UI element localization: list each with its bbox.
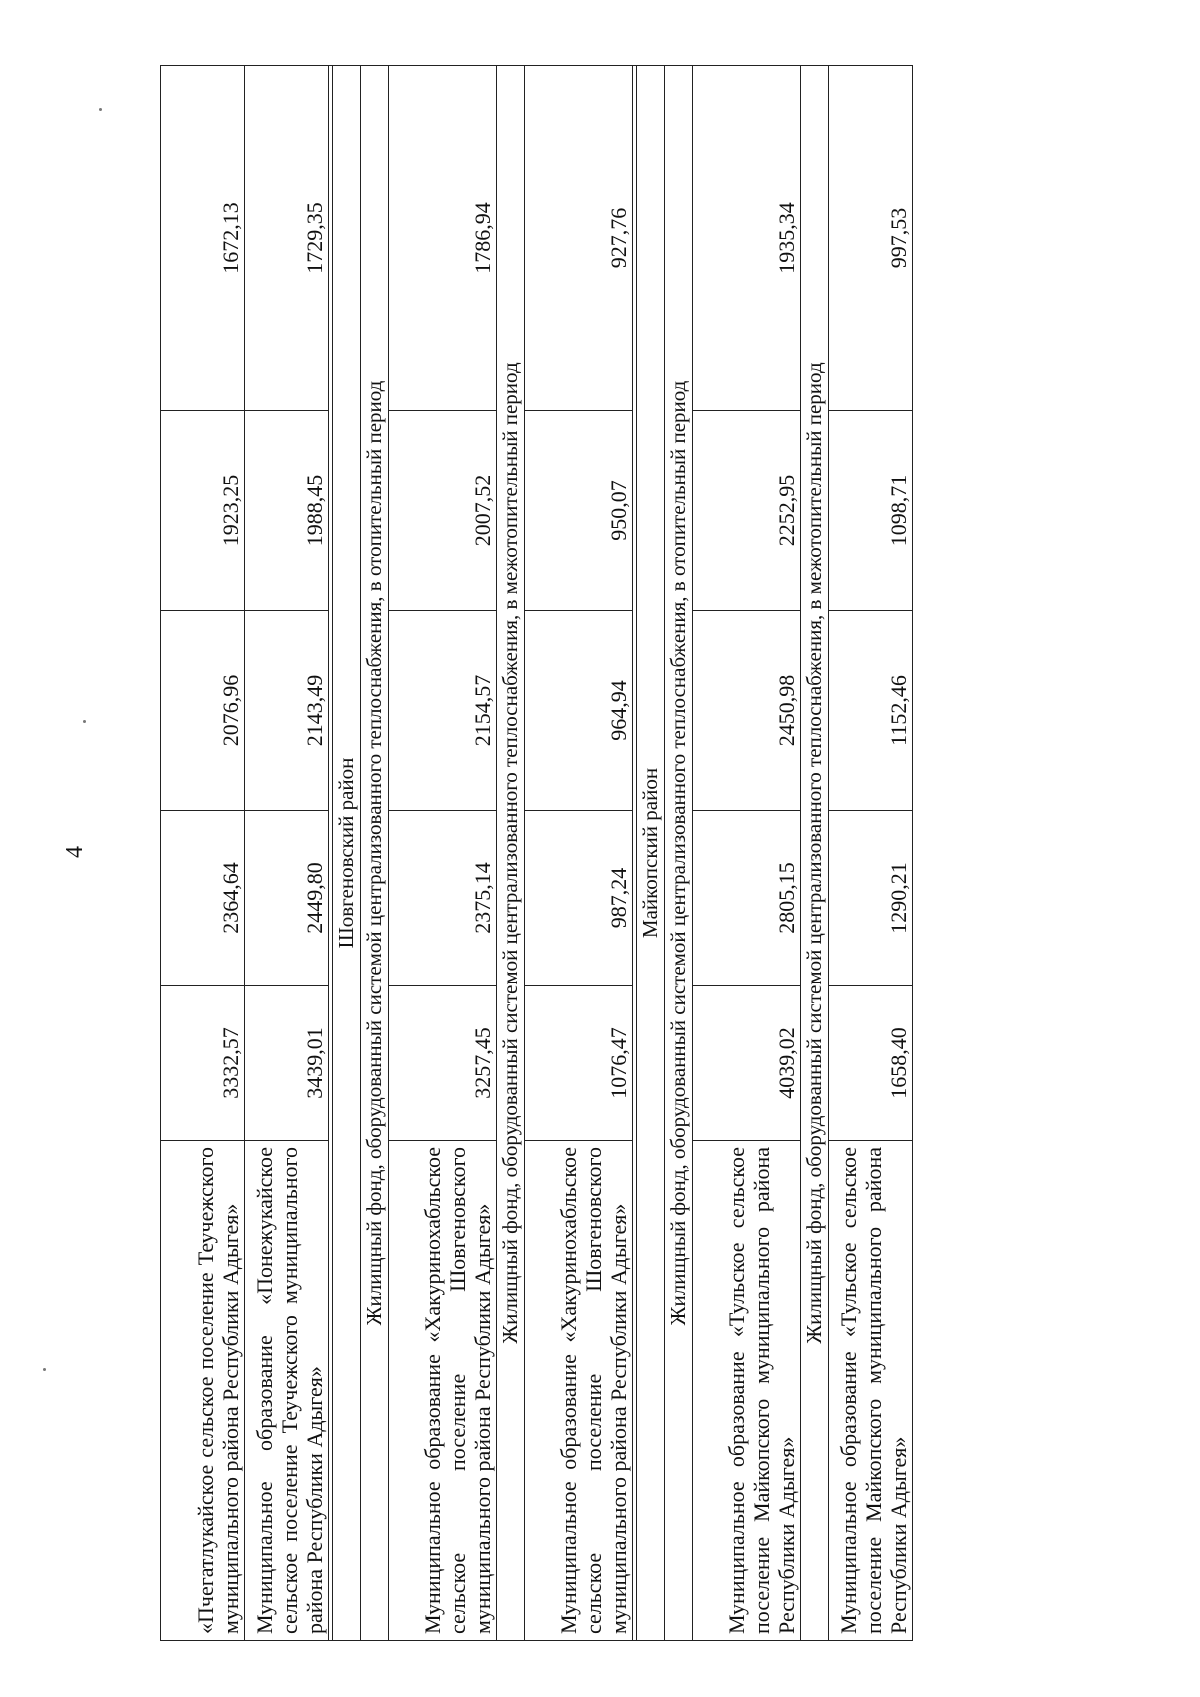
- tariff-value-cell: 2449,80: [245, 811, 329, 986]
- municipality-name-cell: Муниципальное образование «Тульское сельское поселение Майкопского муниципального района Республики Адыгея»: [693, 1141, 801, 1641]
- table-row: [389, 66, 497, 1641]
- tariff-value-cell: 1658,40: [829, 986, 913, 1141]
- tariff-table: [160, 65, 913, 1641]
- tariff-value-cell: 2154,57: [389, 611, 497, 811]
- tariff-value-cell: 950,07: [525, 411, 633, 611]
- tariff-value-cell: 4039,02: [693, 986, 801, 1141]
- municipality-name-cell: Муниципальное образование «Понежукайское сельское поселение Теучежского муниципального района Республики Адыгея»: [245, 1141, 329, 1641]
- tariff-value-cell: 1098,71: [829, 411, 913, 611]
- section-header-cell: Жилищный фонд, оборудованный системой централизованного теплоснабжения, в отопительный период: [361, 66, 389, 1641]
- tariff-value-cell: 1076,47: [525, 986, 633, 1141]
- tariff-value-cell: 2007,52: [389, 411, 497, 611]
- tariff-value-cell: 1290,21: [829, 811, 913, 986]
- section-header-row: [801, 66, 829, 1641]
- municipality-name-cell: Муниципальное образование «Тульское сельское поселение Майкопского муниципального района Республики Адыгея»: [829, 1141, 913, 1641]
- rotated-table-container: [160, 66, 911, 1641]
- table-row: [161, 66, 245, 1641]
- tariff-value-cell: 2450,98: [693, 611, 801, 811]
- table-body: [161, 66, 913, 1641]
- municipality-name-cell: Муниципальное образование «Хакуринохабльское сельское поселение Шовгеновского муниципального района Республики Адыгея»: [525, 1141, 633, 1641]
- section-header-cell: Майкопский район: [637, 66, 665, 1641]
- table-row: [245, 66, 329, 1641]
- page-number: 4: [62, 846, 88, 858]
- municipality-name-cell: «Пчегатлукайское сельское поселение Теучежского муниципального района Республики Адыгея»: [161, 1141, 245, 1641]
- section-header-row: [637, 66, 665, 1641]
- scan-speck: [99, 108, 102, 111]
- scan-speck: [83, 720, 86, 723]
- tariff-value-cell: 1729,35: [245, 66, 329, 411]
- scan-speck: [43, 1368, 46, 1371]
- tariff-value-cell: 1152,46: [829, 611, 913, 811]
- section-header-cell: Шовгеновский район: [333, 66, 361, 1641]
- section-header-cell: Жилищный фонд, оборудованный системой централизованного теплоснабжения, в межотопительный период: [801, 66, 829, 1641]
- section-header-cell: Жилищный фонд, оборудованный системой централизованного теплоснабжения, в отопительный период: [665, 66, 693, 1641]
- tariff-value-cell: 3257,45: [389, 986, 497, 1141]
- section-header-cell: Жилищный фонд, оборудованный системой централизованного теплоснабжения, в межотопительный период: [497, 66, 525, 1641]
- tariff-value-cell: 2076,96: [161, 611, 245, 811]
- section-header-row: [665, 66, 693, 1641]
- section-header-row: [333, 66, 361, 1641]
- tariff-value-cell: 3439,01: [245, 986, 329, 1141]
- tariff-value-cell: 1988,45: [245, 411, 329, 611]
- tariff-value-cell: 997,53: [829, 66, 913, 411]
- tariff-value-cell: 987,24: [525, 811, 633, 986]
- tariff-value-cell: 1935,34: [693, 66, 801, 411]
- section-header-row: [497, 66, 525, 1641]
- tariff-value-cell: 1923,25: [161, 411, 245, 611]
- tariff-value-cell: 2805,15: [693, 811, 801, 986]
- tariff-value-cell: 927,76: [525, 66, 633, 411]
- tariff-value-cell: 2364,64: [161, 811, 245, 986]
- tariff-value-cell: 964,94: [525, 611, 633, 811]
- municipality-name-cell: Муниципальное образование «Хакуринохабльское сельское поселение Шовгеновского муниципального района Республики Адыгея»: [389, 1141, 497, 1641]
- tariff-value-cell: 1672,13: [161, 66, 245, 411]
- table-row: [693, 66, 801, 1641]
- tariff-value-cell: 2375,14: [389, 811, 497, 986]
- table-row: [829, 66, 913, 1641]
- tariff-value-cell: 2252,95: [693, 411, 801, 611]
- tariff-value-cell: 1786,94: [389, 66, 497, 411]
- tariff-value-cell: 2143,49: [245, 611, 329, 811]
- tariff-value-cell: 3332,57: [161, 986, 245, 1141]
- table-row: [525, 66, 633, 1641]
- section-header-row: [361, 66, 389, 1641]
